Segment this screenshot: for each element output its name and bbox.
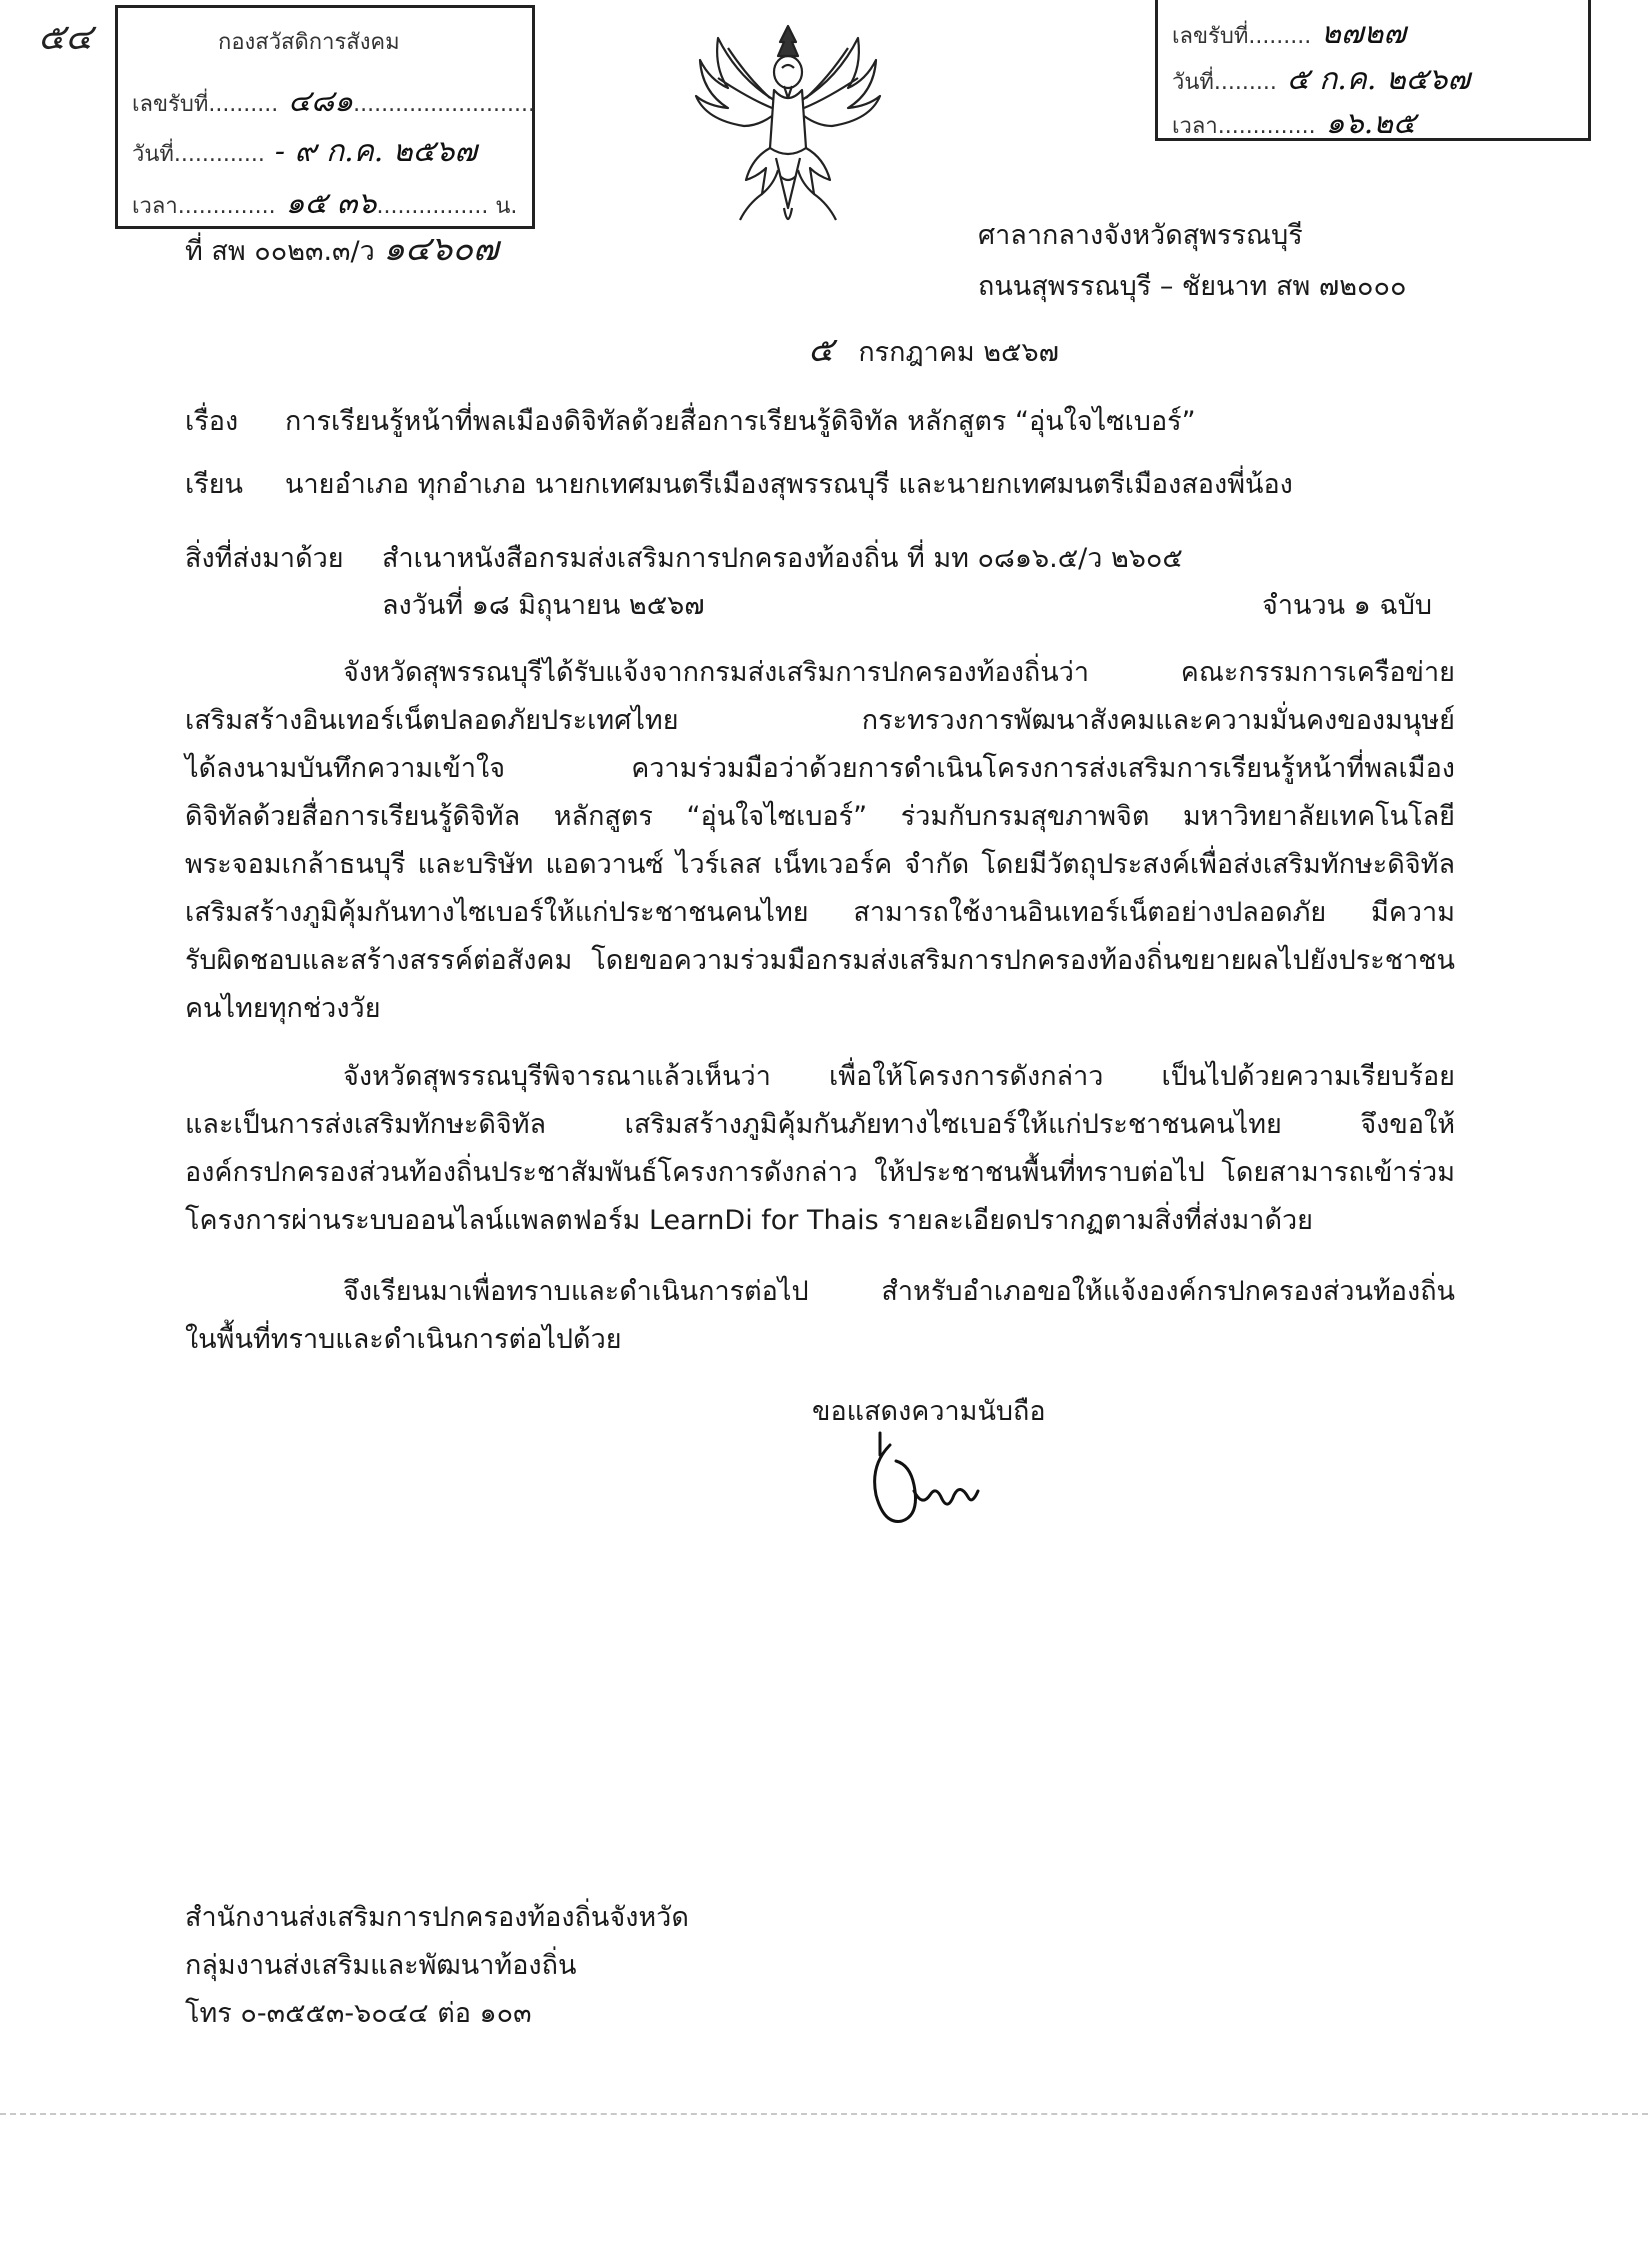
reference-number-printed: ที่ สพ ๐๐๒๓.๓/ว	[185, 236, 375, 267]
stamp-date-label: วันที่	[132, 142, 174, 167]
paragraph-1-line: คนไทยทุกช่วงวัย	[185, 993, 381, 1024]
paragraph-2-line: โครงการผ่านระบบออนไลน์แพลตฟอร์ม LearnDi for Thais รายละเอียดปรากฏตามสิ่งที่ส่งมาด้วย	[185, 1205, 1313, 1236]
stamp-receipt-label: เลขรับที่	[132, 92, 209, 117]
letter-date-day: ๕	[808, 330, 834, 370]
stamp-time-value: ๑๕ ๓๖	[285, 186, 377, 221]
footer-division: กลุ่มงานส่งเสริมและพัฒนาท้องถิ่น	[185, 1950, 577, 1981]
garuda-emblem-icon	[688, 8, 888, 248]
handwritten-corner-mark: ๕๔	[38, 17, 93, 58]
stamp-right-receipt-label: เลขรับที่	[1172, 24, 1249, 49]
paragraph-2-line: จังหวัดสุพรรณบุรีพิจารณาแล้วเห็นว่า เพื่อให้โครงการดังกล่าว เป็นไปด้วยความเรียบร้อย	[343, 1061, 1455, 1092]
subject-text: การเรียนรู้หน้าที่พลเมืองดิจิทัลด้วยสื่อการเรียนรู้ดิจิทัล หลักสูตร “อุ่นใจไซเบอร์”	[285, 406, 1196, 437]
enclosure-line1: สำเนาหนังสือกรมส่งเสริมการปกครองท้องถิ่น ที่ มท ๐๘๑๖.๕/ว ๒๖๐๕	[382, 543, 1183, 574]
stamp-right-time-label: เวลา	[1172, 114, 1218, 139]
paragraph-1-line: ได้ลงนามบันทึกความเข้าใจ ความร่วมมือว่าด้วยการดำเนินโครงการส่งเสริมการเรียนรู้หน้าที่พลเมือง	[185, 753, 1455, 784]
signature-icon	[850, 1425, 1020, 1555]
recipient-text: นายอำเภอ ทุกอำเภอ นายกเทศมนตรีเมืองสุพรรณบุรี และนายกเทศมนตรีเมืองสองพี่น้อง	[285, 469, 1293, 500]
received-stamp-right	[1155, 0, 1591, 141]
scan-edge-divider	[0, 2113, 1648, 2115]
stamp-right-date-value: ๕ ก.ค. ๒๕๖๗	[1286, 62, 1471, 97]
enclosure-line2: ลงวันที่ ๑๘ มิถุนายน ๒๕๖๗	[382, 590, 705, 621]
enclosure-label: สิ่งที่ส่งมาด้วย	[185, 543, 344, 574]
paragraph-1-line: เสริมสร้างอินเทอร์เน็ตปลอดภัยประเทศไทย กระทรวงการพัฒนาสังคมและความมั่นคงของมนุษย์	[185, 705, 1455, 736]
enclosure-count: จำนวน ๑ ฉบับ	[1262, 590, 1433, 621]
stamp-time-label: เวลา	[132, 194, 178, 219]
paragraph-1-line: รับผิดชอบและสร้างสรรค์ต่อสังคม โดยขอความร่วมมือกรมส่งเสริมการปกครองท้องถิ่นขยายผลไปยังประชาชน	[185, 945, 1455, 976]
paragraph-1-line: จังหวัดสุพรรณบุรีได้รับแจ้งจากกรมส่งเสริมการปกครองท้องถิ่นว่า คณะกรรมการเครือข่าย	[343, 657, 1455, 688]
stamp-date-value: - ๙ ก.ค. ๒๕๖๗	[274, 134, 477, 169]
footer-phone: โทร ๐-๓๕๕๓-๖๐๔๔ ต่อ ๑๐๓	[185, 1998, 532, 2029]
stamp-right-time-value: ๑๖.๒๕	[1325, 106, 1416, 141]
sender-address-line1: ศาลากลางจังหวัดสุพรรณบุรี	[978, 220, 1303, 251]
stamp-time-row: เวลา.............. ๑๕ ๓๖................ น.	[132, 186, 518, 221]
footer-office: สำนักงานส่งเสริมการปกครองท้องถิ่นจังหวัด	[185, 1902, 689, 1933]
paragraph-3-line: ในพื้นที่ทราบและดำเนินการต่อไปด้วย	[185, 1324, 622, 1355]
sender-address-line2: ถนนสุพรรณบุรี – ชัยนาท สพ ๗๒๐๐๐	[978, 271, 1407, 302]
paragraph-2-line: และเป็นการส่งเสริมทักษะดิจิทัล เสริมสร้างภูมิคุ้มกันภัยทางไซเบอร์ให้แก่ประชาชนคนไทย จึงขอให้	[185, 1109, 1455, 1140]
letter-date	[808, 330, 1059, 370]
recipient-label: เรียน	[185, 469, 244, 500]
stamp-time-suffix: น.	[495, 194, 518, 219]
stamp-receipt-row: เลขรับที่.......... ๔๘๑..........................	[132, 84, 535, 119]
paragraph-1-line: เสริมสร้างภูมิคุ้มกันทางไซเบอร์ให้แก่ประชาชนคนไทย สามารถใช้งานอินเทอร์เน็ตอย่างปลอดภัย มีความ	[185, 897, 1455, 928]
stamp-office: กองสวัสดิการสังคม	[218, 30, 400, 55]
paragraph-1-line: ดิจิทัลด้วยสื่อการเรียนรู้ดิจิทัล หลักสูตร “อุ่นใจไซเบอร์” ร่วมกับกรมสุขภาพจิต มหาวิทยาลัยเทคโนโลยี	[185, 801, 1455, 832]
paragraph-1-line: พระจอมเกล้าธนบุรี และบริษัท แอดวานซ์ ไวร์เลส เน็ทเวอร์ค จำกัด โดยมีวัตถุประสงค์เพื่อส่งเสริมทักษะดิจิทัล	[185, 849, 1455, 880]
reference-number	[185, 229, 499, 269]
stamp-right-receipt-value: ๒๗๒๗	[1321, 16, 1406, 51]
stamp-right-date-label: วันที่	[1172, 70, 1214, 95]
paragraph-3-line: จึงเรียนมาเพื่อทราบและดำเนินการต่อไป สำหรับอำเภอขอให้แจ้งองค์กรปกครองส่วนท้องถิ่น	[343, 1276, 1455, 1307]
reference-number-handwritten: ๑๔๖๐๗	[383, 229, 499, 269]
stamp-date-row: วันที่............. - ๙ ก.ค. ๒๕๖๗	[132, 134, 477, 169]
subject-label: เรื่อง	[185, 406, 239, 437]
stamp-right-date-row: วันที่......... ๕ ก.ค. ๒๕๖๗	[1172, 62, 1471, 97]
letter-date-month-year: กรกฎาคม ๒๕๖๗	[858, 337, 1059, 368]
stamp-right-time-row: เวลา.............. ๑๖.๒๕	[1172, 106, 1416, 141]
paragraph-2-line: องค์กรปกครองส่วนท้องถิ่นประชาสัมพันธ์โครงการดังกล่าว ให้ประชาชนพื้นที่ทราบต่อไป โดยสามารถเข้าร่วม	[185, 1157, 1455, 1188]
received-stamp-left	[115, 5, 535, 229]
stamp-receipt-value: ๔๘๑	[288, 84, 354, 119]
stamp-right-receipt-row: เลขรับที่......... ๒๗๒๗	[1172, 16, 1406, 51]
closing-text: ขอแสดงความนับถือ	[812, 1396, 1046, 1427]
